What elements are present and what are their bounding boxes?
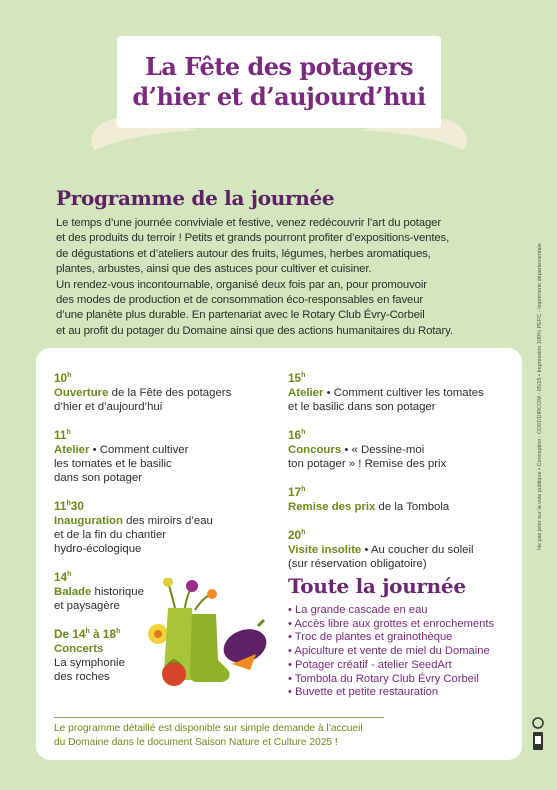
intro-line: Un rendez-vous incontournable, organisé deux fois par an, pour promouvoir <box>56 278 427 291</box>
event-title: Atelier <box>54 444 90 456</box>
print-credit: Ne pas jeter sur la voie publique • Conception : CD91/DIRCOM - 05/25 • Impression 100% PEFC - Imprimerie départementale <box>537 243 543 550</box>
schedule-item <box>288 368 523 414</box>
intro-line: Le temps d’une journée conviviale et festive, venez redécouvrir l’art du potager <box>56 217 441 229</box>
list-item: • Buvette et petite restauration <box>288 686 494 700</box>
programme-heading: Programme de la journée <box>56 186 335 210</box>
intro-paragraph <box>56 216 526 339</box>
event-desc: et paysagère <box>54 600 120 612</box>
event-title: Atelier <box>288 387 324 399</box>
list-item: • Potager créatif - atelier SeedArt <box>288 659 494 673</box>
event-title: Concours <box>288 444 342 456</box>
event-time: 16$^h$ <box>288 428 306 442</box>
list-item: • Tombola du Rotary Club Évry Corbeil <box>288 673 494 687</box>
event-desc: • Comment cultiver <box>89 444 189 456</box>
event-desc: et le basilic dans son potager <box>288 401 436 413</box>
event-desc: les tomates et le basilic <box>54 458 172 470</box>
event-title: Remise des prix <box>288 501 376 513</box>
footer-note <box>54 722 434 750</box>
event-desc: de la Fête des potagers <box>108 387 232 399</box>
list-item: • Troc de plantes et grainothèque <box>288 631 494 645</box>
event-time: De 14$^h$ à 18$^h$ <box>54 627 121 641</box>
footer-divider <box>54 717 384 718</box>
footer-line: du Domaine dans le document Saison Nature et Culture 2025 ! <box>54 737 338 748</box>
recycle-icon <box>531 716 545 752</box>
event-title: Concerts <box>54 643 104 655</box>
schedule-item <box>54 496 264 556</box>
schedule-item <box>288 425 523 471</box>
event-time: 20$^h$ <box>288 528 306 542</box>
schedule-item <box>288 525 523 571</box>
event-title-line1: La Fête des potagers <box>144 52 414 81</box>
title-box <box>117 36 441 128</box>
event-desc: d’hier et d’aujourd’hui <box>54 401 163 413</box>
all-day-heading: Toute la journée <box>288 574 466 598</box>
event-desc: dans son potager <box>54 472 143 484</box>
event-desc: historique <box>91 586 144 598</box>
event-desc: des miroirs d’eau <box>122 515 213 527</box>
footer-line: Le programme détaillé est disponible sur simple demande à l’accueil <box>54 723 363 734</box>
schedule-right-column <box>288 368 523 582</box>
all-day-list <box>288 604 494 700</box>
event-title: Inauguration <box>54 515 123 527</box>
event-time: 11$^h$ <box>54 428 71 442</box>
event-desc: de la Tombola <box>375 501 450 513</box>
event-desc: hydro-écologique <box>54 543 142 555</box>
event-title: Ouverture <box>54 387 109 399</box>
event-time: 14$^h$ <box>54 570 72 584</box>
schedule-item <box>288 482 523 514</box>
event-time: 11$^h$30 <box>54 499 84 513</box>
intro-line: de dégustations et d’ateliers autour des fruits, légumes, herbes aromatiques, <box>56 247 431 260</box>
event-desc: et de la fin du chantier <box>54 529 167 541</box>
intro-line: et au profit du potager du Domaine ainsi que des actions humanitaires du Rotary. <box>56 324 453 337</box>
event-title: Balade <box>54 586 92 598</box>
event-desc: ton potager » ! Remise des prix <box>288 458 447 470</box>
event-desc: • « Dessine-moi <box>341 444 425 456</box>
garden-boots-illustration <box>140 578 270 690</box>
event-desc: des roches <box>54 671 110 683</box>
event-time: 17$^h$ <box>288 485 306 499</box>
event-desc: • Comment cultiver les tomates <box>323 387 484 399</box>
intro-line: d’une planète plus durable. En partenariat avec le Rotary Club Évry-Corbeil <box>56 309 425 322</box>
title-banner <box>0 0 557 170</box>
event-time: 15$^h$ <box>288 371 306 385</box>
event-title: Visite insolite <box>288 544 362 556</box>
list-item: • Accès libre aux grottes et enrochements <box>288 618 494 632</box>
event-desc: • Au coucher du soleil <box>361 544 474 556</box>
event-time: 10$^h$ <box>54 371 72 385</box>
schedule-item <box>54 425 264 485</box>
intro-line: des modes de production et de consommation éco-responsables en faveur <box>56 294 424 307</box>
list-item: • La grande cascade en eau <box>288 604 494 618</box>
event-title-line2: d’hier et d’aujourd’hui <box>132 82 426 111</box>
event-desc: La symphonie <box>54 657 125 669</box>
list-item: • Apiculture et vente de miel du Domaine <box>288 645 494 659</box>
intro-line: et des produits du terroir ! Petits et grands pourront profiter d’expositions-ventes, <box>56 232 450 245</box>
schedule-item <box>54 368 264 414</box>
event-desc: (sur réservation obligatoire) <box>288 558 427 570</box>
intro-line: plantes, arbustes, ainsi que des astuces pour cultiver et cuisiner. <box>56 263 372 276</box>
